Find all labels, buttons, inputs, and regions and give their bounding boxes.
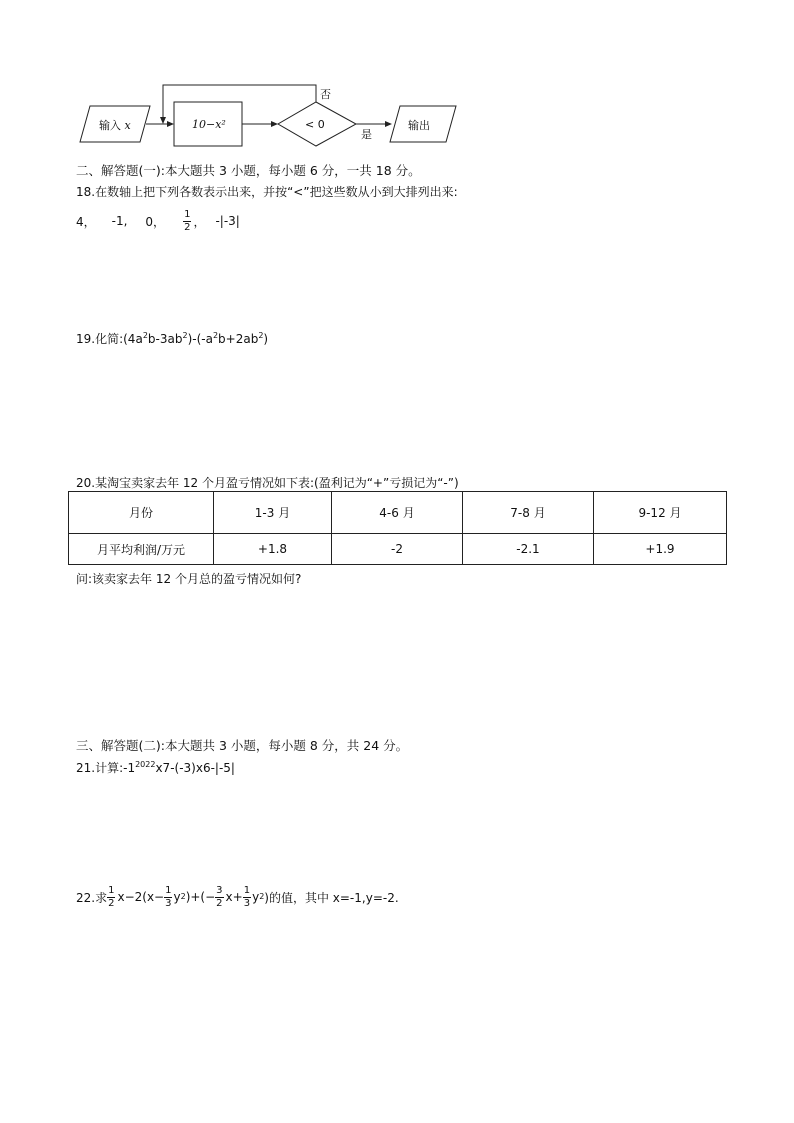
table-cell: -2 xyxy=(332,534,463,565)
q18-fraction: $\frac{1}{2}$ xyxy=(184,208,191,233)
q22-fraction-3: $\frac{3}{2}$ xyxy=(216,884,223,909)
q18-text: 18.在数轴上把下列各数表示出来，并按“<”把这些数从小到大排列出来: xyxy=(76,185,458,199)
q22-fraction-1: $\frac{1}{2}$ xyxy=(108,884,115,909)
table-cell: +1.9 xyxy=(594,534,727,565)
q18-num-0: 0， xyxy=(145,214,166,229)
q22-fraction-4: $\frac{1}{3}$ xyxy=(243,884,251,909)
table-header-cell: 月份 xyxy=(69,492,214,534)
table-cell: +1.8 xyxy=(214,534,332,565)
q20-text: 20.某淘宝卖家去年 12 个月盈亏情况如下表:(盈利记为“+”亏损记为“-”) xyxy=(76,476,459,490)
q21-text: 21.计算$:-1^{2022}x7-(-3)x6-|-5|$ xyxy=(76,760,235,775)
q18-num-4: 4， xyxy=(76,214,96,229)
section2-heading: 二、解答题(一):本大题共 3 小题，每小题 6 分，一共 18 分。 xyxy=(76,163,421,178)
q18-numbers: 4， -1, 0， $\frac{1}{2}$ ， -|-3| xyxy=(76,208,240,233)
table-row xyxy=(69,534,727,565)
q20-question: 问:该卖家去年 12 个月总的盈亏情况如何? xyxy=(76,572,302,586)
profit-table xyxy=(68,491,727,565)
section3-heading: 三、解答题(二):本大题共 3 小题，每小题 8 分，共 24 分。 xyxy=(76,738,409,753)
table-header-cell: 1-3 月 xyxy=(214,492,332,534)
q18-num-abs: -|-3| xyxy=(215,214,240,228)
table-header-cell: 4-6 月 xyxy=(332,492,463,534)
flow-yes-label: 是 xyxy=(361,128,372,141)
flow-input-label: 输入 x xyxy=(99,119,131,132)
table-header-cell: 9-12 月 xyxy=(594,492,727,534)
flow-no-label: 否 xyxy=(320,88,331,101)
q22-text: 22.求 $\frac{1}{2}$ x−2(x− $\frac{1}{3}$ y 2 )+(− $\frac{3}{2}$ x+ $\frac{1}{3}$ y 2 )的值，其中 x=-1,y=-2. xyxy=(76,884,399,909)
flow-output-label: 输出 xyxy=(408,119,430,132)
q18-num-neg1: -1, xyxy=(111,214,128,228)
table-header-cell: 7-8 月 xyxy=(463,492,594,534)
table-cell: -2.1 xyxy=(463,534,594,565)
q19-text: 19.化简$:(4a^2b-3ab^2)-(-a^2b+2ab^2)$ xyxy=(76,331,269,346)
table-cell: 月平均利润/万元 xyxy=(69,534,214,565)
flow-process-label: 10−x² xyxy=(192,118,226,131)
q22-fraction-2: $\frac{1}{3}$ xyxy=(165,884,172,909)
flow-condition-label: < 0 xyxy=(305,118,325,131)
table-header-row xyxy=(69,492,727,534)
